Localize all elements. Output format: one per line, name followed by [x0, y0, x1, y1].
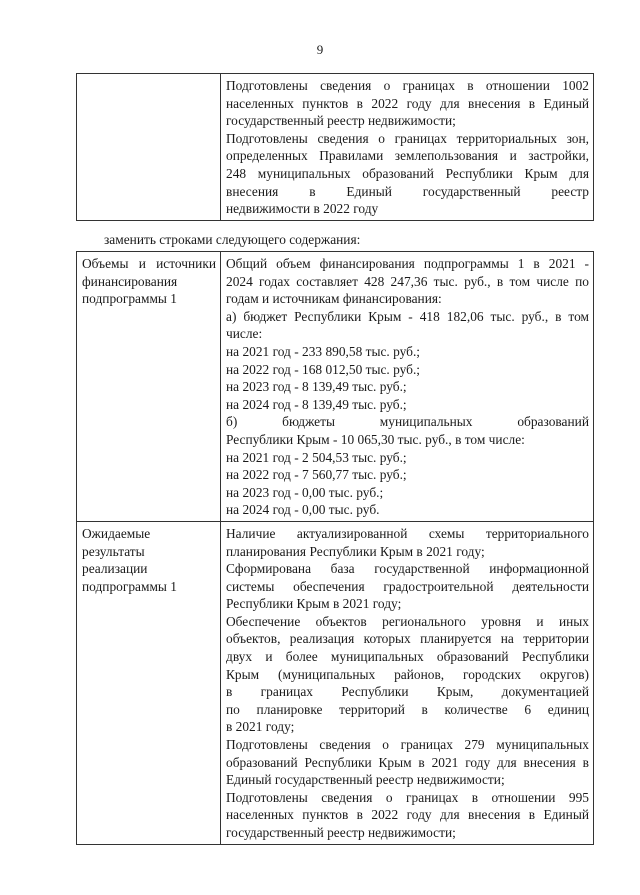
text-line: Единый государственный реестр недвижимости;	[226, 772, 505, 788]
text-line: Ожидаемые	[82, 525, 151, 541]
text-line: Обеспечение объектов регионального уровня и иных	[226, 613, 589, 629]
text-line: числе:	[226, 326, 263, 342]
text-line: финансирования	[82, 273, 178, 289]
text-line: Подготовлены сведения о границах в отношении 995	[226, 789, 589, 805]
text-line: на 2021 год - 233 890,58 тыс. руб.;	[226, 343, 421, 359]
text-line: на 2022 год - 168 012,50 тыс. руб.;	[226, 361, 421, 377]
table-row-funding	[77, 252, 594, 522]
text-line: на 2022 год - 7 560,77 тыс. руб.;	[226, 467, 407, 483]
text-line: Общий объем финансирования подпрограммы 1 в 2021 -	[226, 256, 589, 271]
text-line: Подготовлены сведения о границах территориальных зон,	[226, 130, 589, 146]
text-line: по планировке территорий в количестве 6 единиц	[226, 701, 589, 717]
text-line: населенных пунктов в 2022 году для внесения в Единый	[226, 95, 589, 111]
results-content-cell	[221, 521, 594, 844]
text-line: годам и источникам финансирования:	[226, 291, 442, 307]
continued-table	[76, 73, 594, 221]
text-line: на 2023 год - 8 139,49 тыс. руб.;	[226, 379, 407, 395]
results-label-cell	[77, 521, 221, 844]
table-row	[77, 74, 594, 221]
text-line: недвижимости в 2022 году	[226, 201, 379, 217]
text-line: на 2021 год - 2 504,53 тыс. руб.;	[226, 449, 407, 465]
top-right-cell	[221, 74, 594, 221]
text-line: планирования Республики Крым в 2021 году;	[226, 543, 485, 559]
text-line: образований Республики Крым в 2021 году для внесения в	[226, 754, 589, 770]
replacement-table	[76, 251, 594, 845]
text-line: в 2021 году;	[226, 719, 295, 735]
text-line: 248 муниципальных образований Республики Крым для	[226, 165, 589, 181]
text-line: Подготовлены сведения о границах 279 муниципальных	[226, 737, 589, 753]
text-line: системы обеспечения градостроительной деятельности	[226, 578, 589, 594]
text-line: в границах Республики Крым, документацией	[226, 684, 589, 700]
text-line: 2024 годах составляет 428 247,36 тыс. руб., в том числе по	[226, 273, 589, 289]
empty-left-cell	[77, 74, 221, 221]
table-row-results	[77, 521, 594, 844]
text-line: Республики Крым в 2021 году;	[226, 596, 402, 612]
text-line: государственный реестр недвижимости;	[226, 113, 456, 129]
text-line: Объемы и источники	[82, 256, 216, 271]
text-line: внесения в Единый государственный реестр	[226, 183, 589, 199]
text-line: государственный реестр недвижимости;	[226, 825, 456, 840]
text-line: объектов, реализация которых планируется на территории	[226, 631, 589, 647]
text-line: подпрограммы 1	[82, 578, 177, 594]
text-line: подпрограммы 1	[82, 291, 177, 307]
text-line: на 2023 год - 0,00 тыс. руб.;	[226, 484, 384, 500]
page-number: 9	[316, 42, 324, 57]
text-line: определенных Правилами землепользования и застройки,	[226, 148, 589, 164]
funding-content-cell	[221, 252, 594, 522]
text-line: Республики Крым - 10 065,30 тыс. руб., в том числе:	[226, 431, 525, 447]
text-line: Сформирована база государственной информационной	[226, 561, 589, 577]
text-line: б) бюджеты муниципальных образований	[226, 414, 589, 430]
replace-instruction: заменить строками следующего содержания:	[104, 232, 361, 247]
text-line: двух и более муниципальных образований Республики	[226, 649, 589, 665]
text-line: реализации	[82, 561, 148, 577]
text-line: результаты	[82, 543, 145, 559]
text-line: на 2024 год - 8 139,49 тыс. руб.;	[226, 396, 407, 412]
text-line: Крым (муниципальных районов, городских округов)	[226, 666, 589, 682]
text-line: Подготовлены сведения о границах в отношении 1002	[226, 78, 589, 93]
text-line: Наличие актуализированной схемы территориального	[226, 525, 589, 541]
text-line: на 2024 год - 0,00 тыс. руб.	[226, 502, 380, 518]
text-line: а) бюджет Республики Крым - 418 182,06 тыс. руб., в том	[226, 308, 589, 324]
funding-label-cell	[77, 252, 221, 522]
text-line: населенных пунктов в 2022 году для внесения в Единый	[226, 807, 589, 823]
